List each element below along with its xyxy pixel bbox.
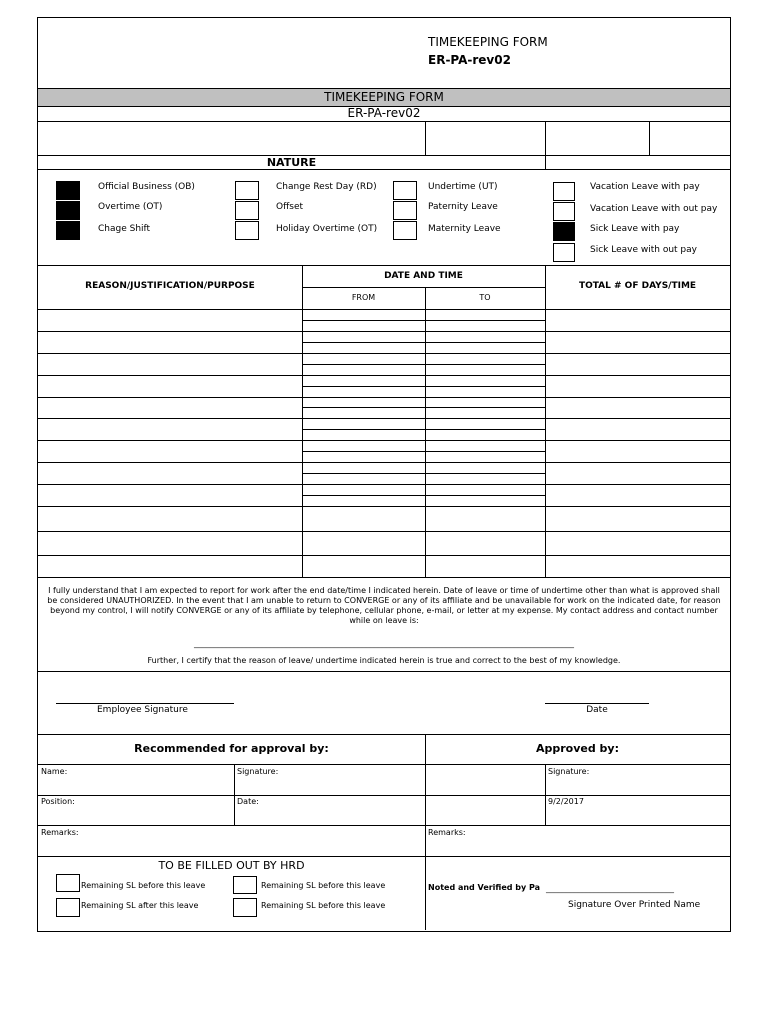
- name-label: Name:: [41, 767, 68, 776]
- divider: [38, 764, 730, 765]
- table-subrow: [302, 429, 545, 430]
- table-row: [38, 309, 730, 310]
- change-shift-checkbox[interactable]: [56, 221, 80, 240]
- sick-leave-with-pay-label: Sick Leave with pay: [590, 224, 680, 234]
- table-subrow: [302, 364, 545, 365]
- from-header: FROM: [351, 293, 376, 302]
- table-subrow: [302, 320, 545, 321]
- nature-label: NATURE: [266, 156, 317, 169]
- divider: [545, 764, 546, 825]
- hrd-title: TO BE FILLED OUT BY HRD: [158, 859, 305, 872]
- divider: [425, 121, 426, 155]
- remaining-sl-before-label: Remaining SL before this leave: [81, 881, 206, 890]
- employee-signature-line[interactable]: [56, 703, 234, 704]
- paternity-leave-label: Paternity Leave: [428, 202, 498, 212]
- table-row: [38, 462, 730, 463]
- table-subrow: [302, 407, 545, 408]
- table-row: [38, 353, 730, 354]
- date-label: Date:: [237, 797, 259, 806]
- reason-header: REASON/JUSTIFICATION/PURPOSE: [85, 281, 255, 291]
- approved-remarks-label: Remarks:: [428, 828, 466, 837]
- approved-signature-label: Signature:: [548, 767, 590, 776]
- table-row: [38, 440, 730, 441]
- certify-statement: Further, I certify that the reason of leave/ undertime indicated herein is true and correct to the best of my knowledge.: [147, 656, 621, 665]
- signature-label: Signature:: [237, 767, 279, 776]
- sick-leave-without-pay-label: Sick Leave with out pay: [590, 245, 697, 255]
- date-signature-line[interactable]: [545, 703, 649, 704]
- table-row: [38, 484, 730, 485]
- maternity-leave-checkbox[interactable]: [393, 221, 417, 240]
- table-row: [38, 531, 730, 532]
- employee-signature-label: Employee Signature: [97, 705, 188, 715]
- approved-title: Approved by:: [535, 742, 620, 755]
- overtime-checkbox[interactable]: [56, 201, 80, 220]
- divider: [649, 121, 650, 155]
- offset-checkbox[interactable]: [235, 201, 259, 220]
- header-code: ER-PA-rev02: [428, 53, 511, 67]
- overtime-label: Overtime (OT): [98, 202, 163, 212]
- official-business-label: Official Business (OB): [98, 182, 195, 192]
- noted-verified-line[interactable]: ________________________________: [546, 884, 674, 893]
- divider: [38, 169, 730, 170]
- date-signature-label: Date: [586, 705, 608, 715]
- remaining-sl-before-label-2: Remaining SL before this leave: [261, 881, 386, 890]
- divider: [38, 121, 730, 122]
- divider: [38, 577, 730, 578]
- divider: [38, 825, 730, 826]
- statement-paragraph: I fully understand that I am expected to report for work after the end date/time I indicated herein. Date of leave or time of undertime other than what is approved shall be considered UNAUTHORIZED. In the event that I am unable to return to CONVERGE or any of its affiliate and be unavailable for work on the indicated date, for reason beyond my control, I will notify CONVERGE or any of its affiliate by telephone, cellular phone, e-mail, or letter at my expense. My contact address and contact number while on leave is:: [47, 586, 721, 625]
- change-rest-day-checkbox[interactable]: [235, 181, 259, 200]
- position-label: Position:: [41, 797, 75, 806]
- divider: [234, 764, 235, 825]
- holiday-overtime-label: Holiday Overtime (OT): [276, 224, 378, 234]
- remaining-sl-after-checkbox[interactable]: [56, 898, 80, 917]
- to-header: TO: [479, 293, 491, 302]
- divider: [38, 155, 730, 156]
- remaining-sl-after-label: Remaining SL after this leave: [81, 901, 199, 910]
- undertime-label: Undertime (UT): [428, 182, 498, 192]
- change-rest-day-label: Change Rest Day (RD): [276, 182, 377, 192]
- table-row: [38, 555, 730, 556]
- divider: [38, 795, 730, 796]
- divider: [38, 265, 730, 266]
- official-business-checkbox[interactable]: [56, 181, 80, 200]
- change-shift-label: Chage Shift: [98, 224, 151, 234]
- vacation-leave-with-pay-checkbox[interactable]: [553, 182, 575, 201]
- sick-leave-with-pay-checkbox[interactable]: [553, 222, 575, 241]
- table-subrow: [302, 451, 545, 452]
- table-subrow: [302, 342, 545, 343]
- table-subrow: [302, 473, 545, 474]
- remaining-sl-before-checkbox[interactable]: [56, 874, 80, 892]
- offset-label: Offset: [276, 202, 304, 212]
- undertime-checkbox[interactable]: [393, 181, 417, 200]
- divider: [38, 734, 730, 735]
- vacation-leave-with-pay-label: Vacation Leave with pay: [590, 182, 700, 192]
- table-row: [38, 397, 730, 398]
- noted-verified-label: Noted and Verified by Pa: [428, 883, 541, 892]
- recommended-title: Recommended for approval by:: [134, 742, 329, 755]
- remarks-label: Remarks:: [41, 828, 79, 837]
- remaining-sl-before-checkbox-2[interactable]: [233, 876, 257, 894]
- signature-over-printed-name: Signature Over Printed Name: [568, 900, 701, 910]
- sick-leave-without-pay-checkbox[interactable]: [553, 243, 575, 262]
- table-row: [38, 418, 730, 419]
- remaining-sl-before-checkbox-3[interactable]: [233, 898, 257, 917]
- table-subrow: [302, 386, 545, 387]
- table-row: [38, 331, 730, 332]
- paternity-leave-checkbox[interactable]: [393, 201, 417, 220]
- contact-line: _______________________________________________________________________________________________: [194, 639, 574, 648]
- total-header: TOTAL # OF DAYS/TIME: [578, 281, 697, 291]
- banner-code: ER-PA-rev02: [347, 106, 421, 120]
- divider: [38, 671, 730, 672]
- table-row: [38, 506, 730, 507]
- table-row: [38, 375, 730, 376]
- divider: [38, 856, 730, 857]
- date-time-header: DATE AND TIME: [384, 271, 463, 281]
- banner-title: TIMEKEEPING FORM: [324, 90, 444, 104]
- approved-date-value: 9/2/2017: [548, 797, 584, 806]
- remaining-sl-before-label-3: Remaining SL before this leave: [261, 901, 386, 910]
- holiday-overtime-checkbox[interactable]: [235, 221, 259, 240]
- table-subrow: [302, 495, 545, 496]
- maternity-leave-label: Maternity Leave: [428, 224, 501, 234]
- vacation-leave-without-pay-label: Vacation Leave with out pay: [590, 204, 718, 214]
- vacation-leave-without-pay-checkbox[interactable]: [553, 202, 575, 221]
- divider: [302, 287, 545, 288]
- divider: [545, 121, 546, 169]
- header-title: TIMEKEEPING FORM: [428, 35, 548, 49]
